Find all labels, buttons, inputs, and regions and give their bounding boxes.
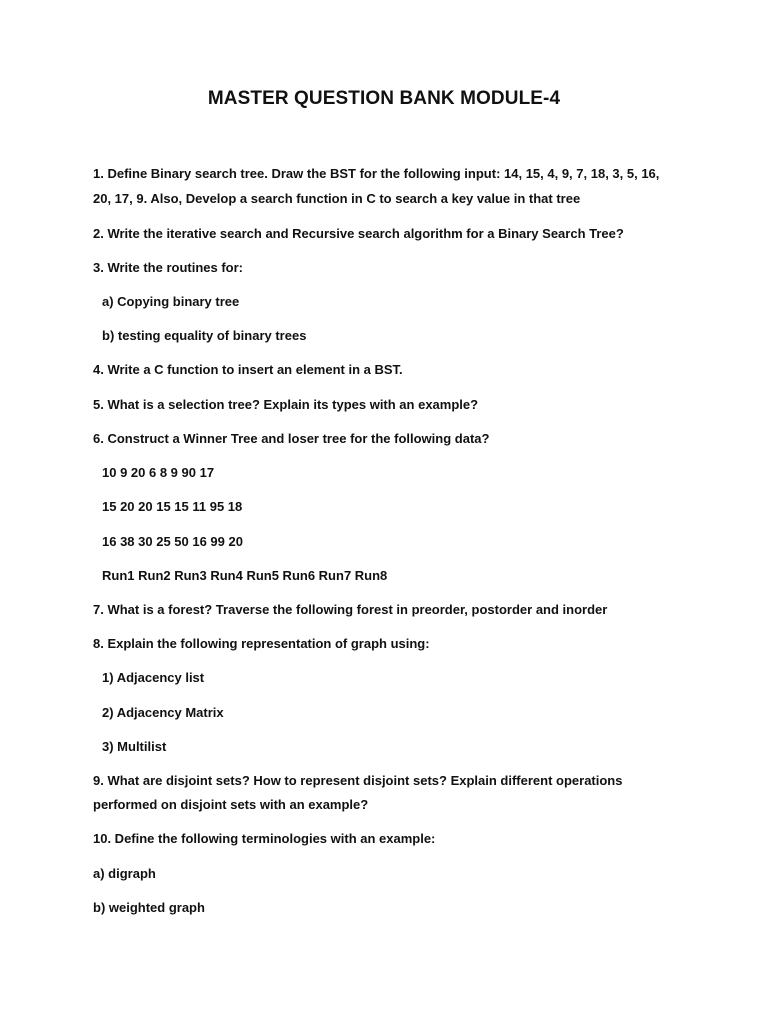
question-1-line-2: 20, 17, 9. Also, Develop a search function in C to search a key value in that tree	[93, 191, 581, 206]
question-8-item-3: 3) Multilist	[102, 739, 167, 754]
question-6-data-row-3: 16 38 30 25 50 16 99 20	[102, 534, 243, 549]
question-9-line-2: performed on disjoint sets with an example?	[93, 797, 369, 812]
question-3-item-b: b) testing equality of binary trees	[102, 328, 307, 343]
question-8: 8. Explain the following representation of graph using:	[93, 636, 430, 651]
question-9-line-1: 9. What are disjoint sets? How to represent disjoint sets? Explain different operations	[93, 773, 623, 788]
question-7: 7. What is a forest? Traverse the following forest in preorder, postorder and inorder	[93, 602, 608, 617]
question-10-item-b: b) weighted graph	[93, 900, 205, 915]
question-6-run-labels: Run1 Run2 Run3 Run4 Run5 Run6 Run7 Run8	[102, 568, 388, 583]
question-8-item-1: 1) Adjacency list	[102, 670, 205, 685]
question-5: 5. What is a selection tree? Explain its types with an example?	[93, 397, 479, 412]
question-3-item-a: a) Copying binary tree	[102, 294, 240, 309]
question-6: 6. Construct a Winner Tree and loser tree for the following data?	[93, 431, 490, 446]
question-10-item-a: a) digraph	[93, 866, 156, 881]
question-2: 2. Write the iterative search and Recursive search algorithm for a Binary Search Tree?	[93, 226, 624, 241]
question-4: 4. Write a C function to insert an element in a BST.	[93, 362, 403, 377]
question-1-line-1: 1. Define Binary search tree. Draw the BST for the following input: 14, 15, 4, 9, 7, 18, 3, 5, 16,	[93, 166, 660, 181]
question-10: 10. Define the following terminologies with an example:	[93, 831, 436, 846]
question-8-item-2: 2) Adjacency Matrix	[102, 705, 224, 720]
question-6-data-row-2: 15 20 20 15 15 11 95 18	[102, 499, 243, 514]
document-title: MASTER QUESTION BANK MODULE-4	[207, 88, 561, 109]
question-3: 3. Write the routines for:	[93, 260, 243, 275]
question-6-data-row-1: 10 9 20 6 8 9 90 17	[102, 465, 215, 480]
